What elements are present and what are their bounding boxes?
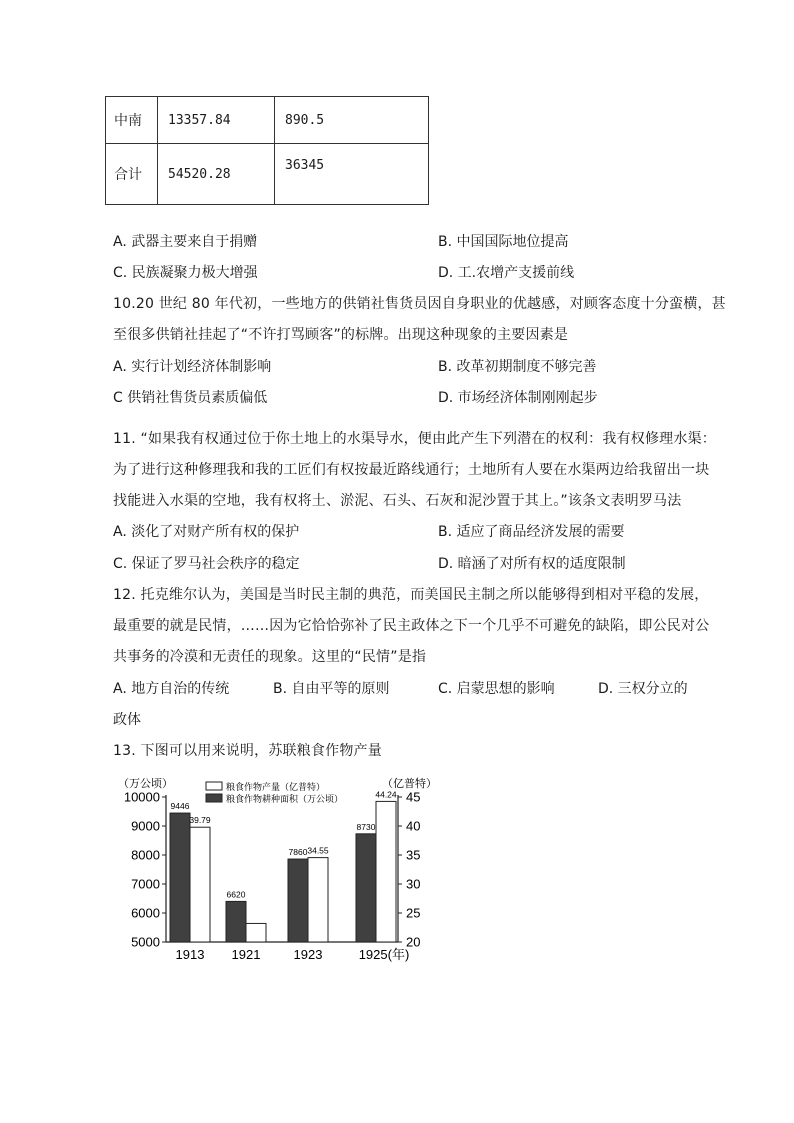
q12-option-a: A. 地方自治的传统: [113, 681, 230, 697]
bar-label-area-1925: 8730: [356, 821, 376, 832]
q11-option-a: A. 淡化了对财产所有权的保护: [113, 524, 300, 540]
q10-stem-line: 至很多供销社挂起了“不许打骂顾客”的标牌。出现这种现象的主要因素是: [113, 327, 569, 343]
right-tick-label: 45: [406, 789, 421, 805]
q11-stem-line: 为了进行这种修理我和我的工匠们有权按最近路线通行；土地所有人要在水渠两边给我留出一块: [113, 462, 710, 478]
table-cell-value: 54520.28: [158, 144, 275, 205]
data-table: [105, 96, 429, 205]
bar-label-area-1923: 7860: [288, 847, 308, 858]
q10-option-c: C 供销社售货员素质偏低: [113, 390, 268, 406]
q11-option-b: B. 适应了商品经济发展的需要: [438, 524, 625, 540]
left-tick-label: 5000: [131, 934, 160, 950]
right-tick-label: 35: [406, 847, 421, 863]
q10-option-b: B. 改革初期制度不够完善: [438, 359, 597, 375]
right-axis-unit: （亿普特）: [382, 778, 437, 790]
q11-stem-line: 找能进入水渠的空地，我有权将土、淤泥、石头、石灰和泥沙置于其上。”该条文表明罗马法: [113, 493, 682, 509]
left-tick-label: 8000: [131, 847, 160, 863]
bar-label-production-1923: 34.55: [307, 845, 329, 856]
q9-option-c: C. 民族凝聚力极大增强: [113, 265, 258, 281]
left-tick-label: 9000: [131, 818, 160, 834]
q12-option-b: B. 自由平等的原则: [273, 681, 390, 697]
table-cell-value: 36345: [275, 144, 429, 205]
bar-area-1921: [226, 901, 246, 942]
bar-area-1923: [288, 859, 308, 942]
bar-label-area-1913: 9446: [170, 801, 190, 812]
table-row: [106, 144, 429, 205]
q12-stem-line: 共事务的冷漠和无责任的现象。这里的“民情”是指: [113, 649, 427, 665]
q12-option-d: D. 三权分立的: [598, 681, 688, 697]
left-tick-label: 10000: [123, 789, 160, 805]
q12-stem-line: 最重要的就是民情，……因为它恰恰弥补了民主政体之下一个几乎不可避免的缺陷，即公民对公: [113, 618, 710, 634]
left-tick-label: 6000: [131, 905, 160, 921]
x-tick-label-1923: 1923: [293, 947, 323, 962]
left-axis-unit: （万公顷）: [118, 778, 173, 790]
q10-option-d: D. 市场经济体制刚刚起步: [438, 390, 598, 406]
bar-production-1923: [308, 858, 328, 942]
legend-swatch-production: [206, 782, 222, 790]
table-cell-value: 890.5: [275, 97, 429, 144]
x-tick-label-1921: 1921: [231, 947, 261, 962]
q11-stem-line: 11. “如果我有权通过位于你土地上的水渠导水，便由此产生下列潜在的权利：我有权修理水渠：: [113, 431, 716, 447]
legend-label-production: 粮食作物产量（亿普特）: [226, 782, 326, 792]
right-tick-label: 20: [406, 934, 421, 950]
left-tick-label: 7000: [131, 876, 160, 892]
q9-option-d: D. 工.农增产支援前线: [438, 265, 575, 281]
q9-option-a: A. 武器主要来自于捐赠: [113, 234, 258, 250]
q12-option-d-continuation: 政体: [113, 712, 141, 728]
q11-option-d: D. 暗涵了对所有权的适度限制: [438, 556, 626, 572]
legend-label-area: 粮食作物耕种面积（万公顷）: [226, 794, 344, 804]
bar-area-1913: [170, 813, 190, 942]
right-tick-label: 25: [406, 905, 421, 921]
legend-swatch-area: [206, 794, 222, 802]
table-row: [106, 97, 429, 144]
table-cell-region: 中南: [106, 97, 158, 144]
right-tick-label: 40: [406, 818, 421, 834]
x-tick-label-1913: 1913: [175, 947, 205, 962]
bar-area-1925: [356, 834, 376, 942]
table-cell-value: 13357.84: [158, 97, 275, 144]
bar-label-production-1925: 44.24: [375, 789, 397, 800]
q12-option-c: C. 启蒙思想的影响: [438, 681, 555, 697]
x-tick-label-1925: 1925(年): [358, 947, 410, 962]
q10-stem-line: 10.20 世纪 80 年代初，一些地方的供销社售货员因自身职业的优越感，对顾客态度十分蛮横，甚: [113, 296, 726, 312]
bar-production-1925: [376, 801, 396, 942]
q9-option-b: B. 中国国际地位提高: [438, 234, 569, 250]
q10-option-a: A. 实行计划经济体制影响: [113, 359, 272, 375]
q13-stem-line: 13. 下图可以用来说明，苏联粮食作物产量: [113, 743, 382, 759]
crop-bar-chart: [110, 770, 440, 965]
bar-production-1921: [246, 923, 266, 942]
right-tick-label: 30: [406, 876, 421, 892]
bar-label-production-1913: 39.79: [189, 815, 211, 826]
bar-label-area-1921: 6620: [226, 889, 246, 900]
q11-option-c: C. 保证了罗马社会秩序的稳定: [113, 556, 300, 572]
table-cell-region: 合计: [106, 144, 158, 205]
q12-stem-line: 12. 托克维尔认为，美国是当时民主制的典范，而美国民主制之所以能够得到相对平稳的发展，: [113, 587, 709, 603]
bar-production-1913: [190, 827, 210, 942]
